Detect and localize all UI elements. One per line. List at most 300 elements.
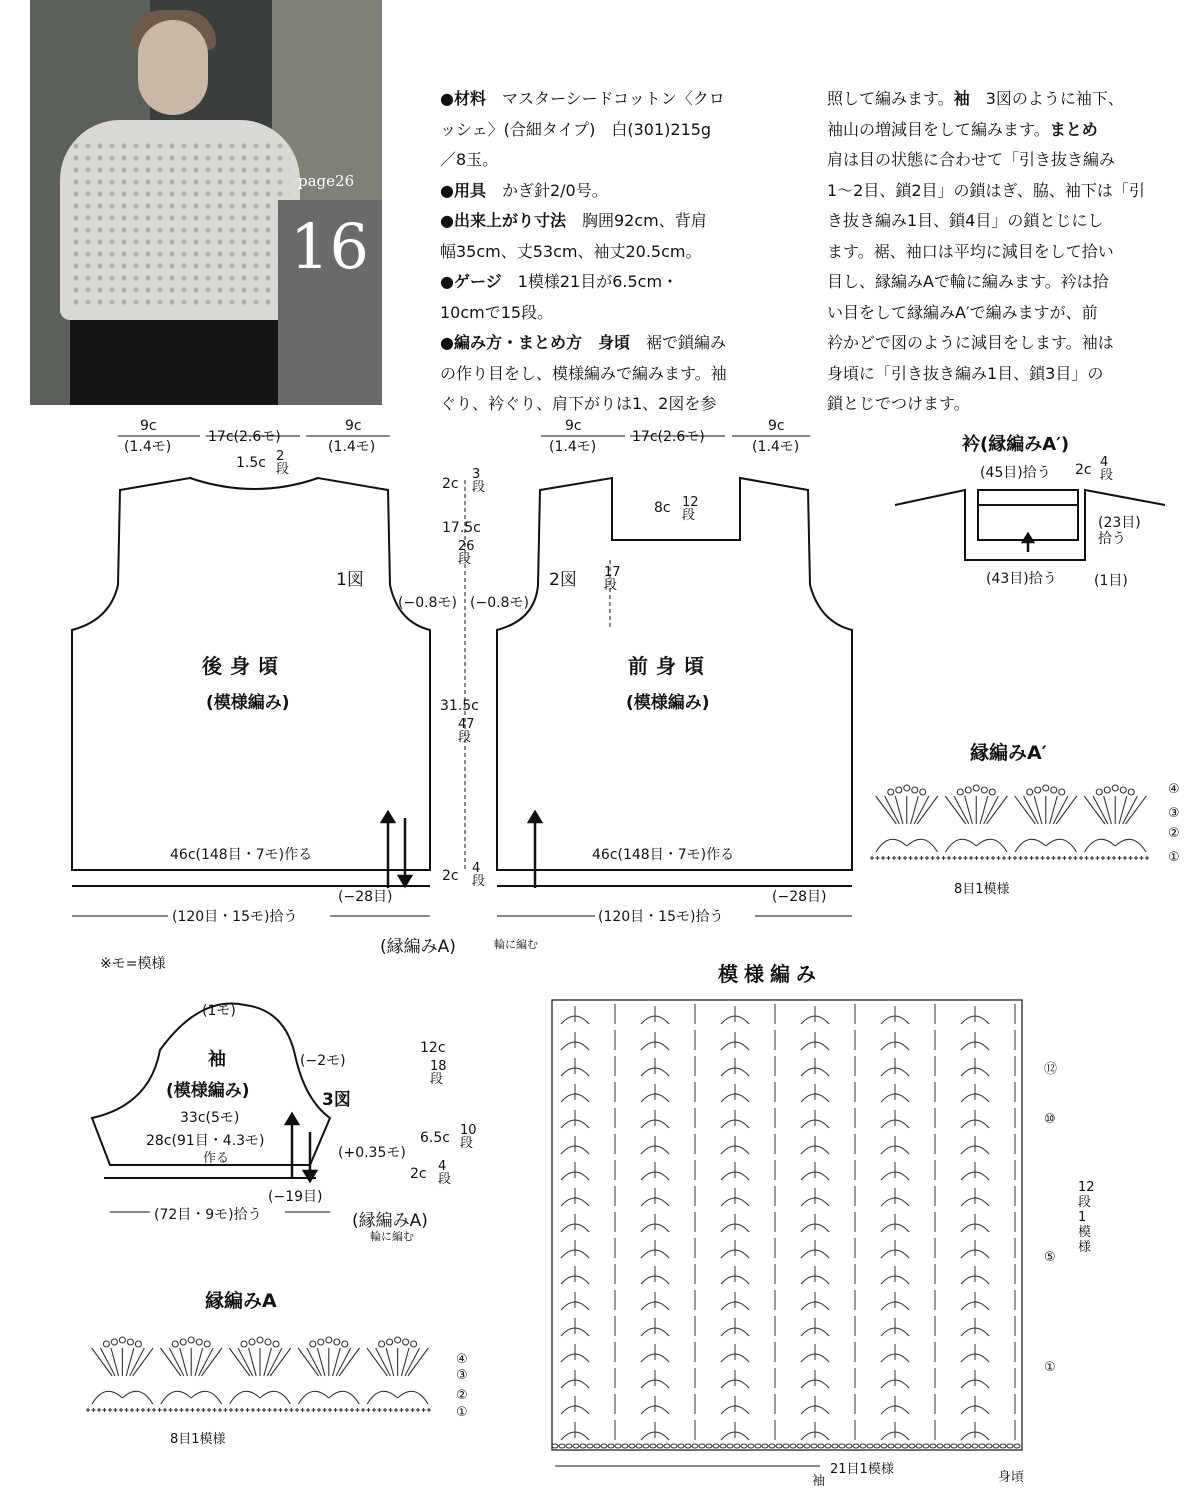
edging-a-prime-row-2: ② <box>1168 826 1180 841</box>
picot <box>904 785 910 791</box>
back-pickup: (120目・15モ)拾う <box>172 909 298 925</box>
chain-arc <box>122 1391 152 1404</box>
instruction-text: ます。裾、袖口は平均に減目をして拾い <box>827 241 1114 261</box>
chain-stitch <box>972 1444 978 1448</box>
edging-a-prime-row-3: ③ <box>1168 806 1180 821</box>
chain-stitch <box>1000 1444 1006 1448</box>
chain-arc <box>946 839 977 852</box>
chain-stitch <box>615 1444 621 1448</box>
chain-arc <box>161 1391 191 1404</box>
stitch-mark <box>1024 796 1039 824</box>
stitch-mark <box>333 1348 341 1376</box>
body-edging-label: (縁編みA) <box>380 937 456 957</box>
chain-stitch <box>860 1444 866 1448</box>
chain-arc <box>1085 839 1116 852</box>
chain-arc <box>976 839 1007 852</box>
stitch-mark <box>1119 796 1127 824</box>
instruction-text: き抜き編み1目、鎖4目」の鎖とじにし <box>827 211 1104 230</box>
picot <box>135 1341 141 1347</box>
stitch-mark <box>298 1348 318 1376</box>
stitch-mark <box>317 1348 325 1376</box>
front-top-right-motifs: (1.4モ) <box>752 439 800 455</box>
chain-stitch <box>993 1444 999 1448</box>
picot <box>920 789 926 795</box>
front-neck-rows: 12段 <box>682 495 699 523</box>
picot <box>1035 787 1041 793</box>
instruction-text: 3図のように袖下、 <box>969 89 1124 108</box>
stitch-chart-frame <box>552 1000 1022 1450</box>
stitch-mark <box>160 1348 180 1376</box>
stitch-row-1: ① <box>1044 1360 1056 1375</box>
shoulder-rows: 3段 <box>472 467 486 495</box>
instruction-text: ッシェ〉(合細タイプ) 白(301)215g <box>440 119 712 139</box>
front-hem-cast-on: 46c(148目・7モ)作る <box>592 847 735 863</box>
chain-arc <box>230 1391 260 1404</box>
back-hem-cast-on: 46c(148目・7モ)作る <box>170 847 313 863</box>
front-armhole-dec: (−0.8モ) <box>470 595 529 611</box>
picot <box>912 787 918 793</box>
stitch-mark <box>1034 796 1042 824</box>
picot <box>342 1341 348 1347</box>
stitch-mark <box>911 796 919 824</box>
picot <box>888 789 894 795</box>
stitch-chart-symbols <box>552 1004 1020 1448</box>
chain-stitch <box>825 1444 831 1448</box>
picot <box>119 1337 125 1343</box>
front-neck-depth: 8c <box>654 500 671 516</box>
instruction-text: の作り目をし、模様編みで編みます。袖 <box>440 363 727 383</box>
picot <box>1120 787 1126 793</box>
page-label: page26 <box>298 172 355 190</box>
edging-a-prime-row-1: ① <box>1168 850 1180 865</box>
stitch-mark <box>914 796 929 824</box>
picot <box>411 1341 417 1347</box>
picot <box>1051 787 1057 793</box>
picot <box>180 1339 186 1345</box>
picot <box>1104 787 1110 793</box>
stitch-mark <box>249 1348 257 1376</box>
stitch-mark <box>386 1348 394 1376</box>
sleeve-edging: (縁編みA) <box>352 1211 428 1231</box>
chain-arc <box>1046 839 1077 852</box>
chain-stitch <box>706 1444 712 1448</box>
instruction-text: 鎖とじでつけます。 <box>827 394 970 413</box>
stitch-mark <box>238 1348 253 1376</box>
chain-stitch <box>930 1444 936 1448</box>
stitch-mark <box>133 1348 153 1376</box>
stitch-chart-title: 模様編み <box>718 962 822 986</box>
chain-stitch <box>867 1444 873 1448</box>
stitch-mark <box>1093 796 1108 824</box>
chain-arc <box>907 839 938 852</box>
chain-stitch <box>741 1444 747 1448</box>
chain-stitch <box>965 1444 971 1448</box>
picot <box>326 1337 332 1343</box>
instruction-text: 幅35cm、丈53cm、袖丈20.5cm。 <box>440 241 702 261</box>
front-body-title: 前身頃 <box>628 654 712 678</box>
collar-height: 2c <box>1075 462 1092 478</box>
picot <box>241 1341 247 1347</box>
chain-stitch <box>699 1444 705 1448</box>
chain-stitch <box>587 1444 593 1448</box>
stitch-mark <box>111 1348 119 1376</box>
sleeve-cap-height: 12c <box>420 1040 446 1056</box>
instruction-text: 目し、縁編みAで輪に編みます。衿は拾 <box>827 272 1109 291</box>
chain-arc <box>260 1391 290 1404</box>
chain-arc <box>92 1391 122 1404</box>
picot <box>1096 789 1102 795</box>
chain-stitch <box>853 1444 859 1448</box>
pattern-number: 16 <box>290 210 369 283</box>
picot <box>896 787 902 793</box>
back-neck-rows: 2段 <box>276 449 290 477</box>
picot <box>957 789 963 795</box>
back-armhole-dec: (−0.8モ) <box>398 595 457 611</box>
stitch-mark <box>945 796 966 824</box>
chain-stitch <box>692 1444 698 1448</box>
chain-stitch <box>888 1444 894 1448</box>
stitch-mark <box>1084 796 1105 824</box>
instruction-text: 裾で鎖編み <box>629 333 726 352</box>
stitch-mark <box>408 1348 428 1376</box>
sleeve-cap-dec: (−2モ) <box>300 1053 346 1069</box>
picot <box>188 1337 194 1343</box>
edging-a-chart <box>86 1337 431 1412</box>
stitch-mark <box>199 1348 214 1376</box>
picot <box>395 1337 401 1343</box>
stitch-mark <box>876 796 897 824</box>
sleeve-edge-height: 2c <box>410 1166 427 1182</box>
picot <box>387 1339 393 1345</box>
chain-stitch <box>958 1444 964 1448</box>
figure-2-label: 2図 <box>549 570 577 590</box>
picot <box>989 789 995 795</box>
chain-arc <box>367 1391 397 1404</box>
stitch-mark <box>987 796 1008 824</box>
front-top-left-width: 9c <box>565 418 582 434</box>
picot <box>310 1341 316 1347</box>
chain-stitch <box>979 1444 985 1448</box>
chain-stitch <box>573 1444 579 1448</box>
picot <box>273 1341 279 1347</box>
picot <box>334 1339 340 1345</box>
stitch-mark <box>984 796 999 824</box>
stitch-mark <box>195 1348 203 1376</box>
stitch-row-10: ⑩ <box>1044 1112 1056 1127</box>
chain-stitch <box>713 1444 719 1448</box>
collar-corner: (1目) <box>1094 573 1128 589</box>
picot <box>973 785 979 791</box>
instruction-text: 10cmで15段。 <box>440 302 554 322</box>
edging-a-row-4: ④ <box>456 1352 468 1367</box>
stitch-mark <box>1126 796 1147 824</box>
chain-arc <box>191 1391 221 1404</box>
motif-legend: ※モ=模様 <box>100 956 166 972</box>
sleeve-side-rows: 10段 <box>460 1123 477 1151</box>
chain-stitch <box>769 1444 775 1448</box>
instruction-text: かぎ針2/0号。 <box>485 180 608 200</box>
front-neck-rows-lower: 17段 <box>604 565 621 593</box>
back-neck-depth: 1.5c <box>236 455 266 471</box>
instruction-heading: ●材料 <box>440 89 486 108</box>
front-pickup: (120目・15モ)拾う <box>598 909 724 925</box>
picot <box>103 1341 109 1347</box>
edging-a-row-1: ① <box>456 1405 468 1420</box>
stitch-mark <box>885 796 900 824</box>
chain-arc <box>398 1391 428 1404</box>
instruction-heading: ●ゲージ <box>440 272 502 291</box>
picot <box>1027 789 1033 795</box>
chain-stitch <box>559 1444 565 1448</box>
chain-stitch <box>762 1444 768 1448</box>
chain-stitch <box>895 1444 901 1448</box>
body-edging-note: 輪に編む <box>494 938 538 951</box>
chain-arc <box>329 1391 359 1404</box>
chain-stitch <box>811 1444 817 1448</box>
instruction-text: 衿かどで図のように減目をします。袖は <box>827 333 1114 352</box>
chain-arc <box>1115 839 1146 852</box>
chain-stitch <box>678 1444 684 1448</box>
armhole-depth: 17.5c <box>442 520 481 536</box>
stitch-mark <box>1056 796 1077 824</box>
chain-arc <box>876 839 907 852</box>
stitch-mark <box>130 1348 145 1376</box>
instruction-text: 1〜2目、鎖2目」の鎖はぎ、脇、袖下は「引 <box>827 180 1145 200</box>
sleeve-edge-rows: 4段 <box>438 1159 452 1187</box>
stitch-rows-repeat: 12段1模様 <box>1078 1180 1095 1255</box>
chain-stitch <box>671 1444 677 1448</box>
front-top-left-motifs: (1.4モ) <box>549 439 597 455</box>
chain-stitch <box>839 1444 845 1448</box>
stitch-sleeve-label: 袖 <box>812 1474 826 1489</box>
stitch-mark <box>954 796 969 824</box>
stitch-mark <box>917 796 938 824</box>
chain-stitch <box>720 1444 726 1448</box>
stitch-mark <box>267 1348 282 1376</box>
stitch-mark <box>201 1348 221 1376</box>
chain-stitch <box>643 1444 649 1448</box>
collar-top-pickup: (45目)拾う <box>980 465 1051 481</box>
sleeve-cuff-decrease: (−19目) <box>268 1189 323 1205</box>
instruction-text: 身頃に「引き抜き編み1目、鎖3目」の <box>827 363 1104 383</box>
chain-stitch <box>650 1444 656 1448</box>
sleeve-top-motif: (1モ) <box>202 1003 236 1019</box>
chain-stitch <box>601 1444 607 1448</box>
chain-stitch <box>727 1444 733 1448</box>
instruction-text: 肩は目の状態に合わせて「引き抜き編み <box>827 150 1116 169</box>
picot <box>965 787 971 793</box>
stitch-mark <box>401 1348 409 1376</box>
collar-title: 衿(縁編みA′) <box>962 434 1070 455</box>
edging-a-row-2: ② <box>456 1388 468 1403</box>
instruction-heading: まとめ <box>1049 119 1098 139</box>
back-top-right-motifs: (1.4モ) <box>328 439 376 455</box>
edging-a-repeat: 8目1模様 <box>170 1432 226 1447</box>
front-hem-decrease: (−28目) <box>772 889 827 905</box>
stitch-mark <box>376 1348 391 1376</box>
sleeve-title: 袖 <box>208 1049 226 1070</box>
chain-stitch <box>748 1444 754 1448</box>
instruction-text: ぐり、衿ぐり、肩下がりは1、2図を参 <box>440 394 717 413</box>
back-hem-decrease: (−28目) <box>338 889 393 905</box>
chain-stitch <box>1014 1444 1020 1448</box>
back-top-left-motifs: (1.4モ) <box>124 439 172 455</box>
chain-stitch <box>832 1444 838 1448</box>
chain-stitch <box>937 1444 943 1448</box>
instruction-text: ／8玉。 <box>440 150 499 169</box>
sleeve-edging-note: 輪に編む <box>370 1230 414 1243</box>
picot <box>249 1339 255 1345</box>
stitch-mark <box>126 1348 134 1376</box>
front-top-mid: 17c(2.6モ) <box>632 429 705 445</box>
body-rows: 47段 <box>458 717 475 745</box>
chain-stitch <box>797 1444 803 1448</box>
chain-stitch <box>783 1444 789 1448</box>
chain-arc <box>298 1391 328 1404</box>
stitch-mark <box>229 1348 249 1376</box>
chain-arc <box>1015 839 1046 852</box>
chain-stitch <box>664 1444 670 1448</box>
stitch-mark <box>965 796 973 824</box>
sleeve-width: 33c(5モ) <box>180 1110 240 1126</box>
chain-stitch <box>951 1444 957 1448</box>
chain-stitch <box>755 1444 761 1448</box>
stitch-mark <box>180 1348 188 1376</box>
chain-stitch <box>944 1444 950 1448</box>
sleeve-cap-rows: 18段 <box>430 1059 447 1087</box>
stitch-mark <box>264 1348 272 1376</box>
back-top-left-width: 9c <box>140 418 157 434</box>
sleeve-increase: (+0.35モ) <box>338 1145 406 1161</box>
picot <box>111 1339 117 1345</box>
sleeve-cuff-cast-on: 作る <box>203 1151 230 1166</box>
chain-stitch <box>818 1444 824 1448</box>
stitch-mark <box>1015 796 1036 824</box>
chain-stitch <box>566 1444 572 1448</box>
picot <box>196 1339 202 1345</box>
chain-stitch <box>881 1444 887 1448</box>
chain-stitch <box>909 1444 915 1448</box>
edging-a-prime-chart <box>870 785 1149 860</box>
picot <box>1059 789 1065 795</box>
stitch-mark <box>405 1348 420 1376</box>
collar-bottom-pickup: (43目)拾う <box>986 571 1057 587</box>
sleeve-pickup: (72目・9モ)拾う <box>154 1207 262 1223</box>
instruction-heading: 袖 <box>953 89 970 108</box>
back-body-pattern: (模様編み) <box>206 693 290 713</box>
picot <box>403 1339 409 1345</box>
instruction-heading: ●用具 <box>440 180 486 200</box>
stitch-mark <box>169 1348 184 1376</box>
picot <box>204 1341 210 1347</box>
stitch-mark <box>339 1348 359 1376</box>
instruction-text: 袖山の増減目をして編みます。 <box>827 119 1050 139</box>
picot <box>1043 785 1049 791</box>
back-body-title: 後身頃 <box>202 654 286 678</box>
front-top-right-width: 9c <box>768 418 785 434</box>
stitch-mark <box>100 1348 115 1376</box>
edging-a-prime-repeat: 8目1模様 <box>954 882 1010 897</box>
collar-side-stitches: (23目) <box>1098 515 1141 531</box>
stitch-body-label: 身頃 <box>998 1470 1025 1485</box>
collar-height-rows: 4段 <box>1100 455 1114 483</box>
picot <box>1128 789 1134 795</box>
chain-stitch <box>986 1444 992 1448</box>
back-top-mid: 17c(2.6モ) <box>208 429 281 445</box>
instruction-text: 1模様21目が6.5cm・ <box>501 272 679 291</box>
stitch-mark <box>92 1348 112 1376</box>
stitch-mark <box>307 1348 322 1376</box>
picot <box>265 1339 271 1345</box>
chain-stitch <box>622 1444 628 1448</box>
edge-rows: 4段 <box>472 861 486 889</box>
instruction-text: マスターシードコットン〈クロ <box>485 89 725 108</box>
edging-a-prime-title: 縁編みA′ <box>970 742 1047 764</box>
stitch-repeat: 21目1模様 <box>830 1462 894 1477</box>
stitch-mark <box>1053 796 1068 824</box>
stitch-mark <box>980 796 988 824</box>
back-top-right-width: 9c <box>345 418 362 434</box>
sleeve-pattern: (模様編み) <box>166 1081 250 1101</box>
chain-stitch <box>846 1444 852 1448</box>
stitch-mark <box>895 796 903 824</box>
chain-stitch <box>902 1444 908 1448</box>
picot <box>318 1339 324 1345</box>
edging-a-row-3: ③ <box>456 1368 468 1383</box>
picot <box>257 1337 263 1343</box>
instruction-text: い目をして縁編みA′で編みますが、前 <box>827 302 1098 322</box>
edging-a-prime-row-4: ④ <box>1168 782 1180 797</box>
front-body-pattern: (模様編み) <box>626 693 710 713</box>
figure-3-label: 3図 <box>322 1090 351 1110</box>
picot <box>1112 785 1118 791</box>
stitch-row-5: ⑤ <box>1044 1250 1056 1265</box>
stitch-mark <box>1123 796 1138 824</box>
chain-stitch <box>629 1444 635 1448</box>
instruction-text: 胸囲92cm、背肩 <box>565 211 707 230</box>
picot <box>379 1341 385 1347</box>
stitch-mark <box>336 1348 351 1376</box>
picot <box>981 787 987 793</box>
chain-stitch <box>1007 1444 1013 1448</box>
chain-stitch <box>636 1444 642 1448</box>
armhole-rows: 26段 <box>458 539 475 567</box>
picot <box>127 1339 133 1345</box>
instruction-heading: ●出来上がり寸法 <box>440 211 566 230</box>
stitch-mark <box>367 1348 387 1376</box>
chain-stitch <box>685 1444 691 1448</box>
body-length: 31.5c <box>440 698 479 714</box>
chain-stitch <box>776 1444 782 1448</box>
chain-stitch <box>923 1444 929 1448</box>
collar-side-pickup: 拾う <box>1098 531 1126 547</box>
chain-stitch <box>608 1444 614 1448</box>
shoulder-drop: 2c <box>442 476 459 492</box>
chain-stitch <box>790 1444 796 1448</box>
stitch-mark <box>270 1348 290 1376</box>
chain-stitch <box>804 1444 810 1448</box>
instruction-text: 照して編みます。 <box>827 89 954 108</box>
instruction-heading: ●編み方・まとめ方 身頃 <box>440 333 630 352</box>
figure-1-label: 1図 <box>336 570 364 590</box>
chain-stitch <box>916 1444 922 1448</box>
chain-stitch <box>734 1444 740 1448</box>
chain-stitch <box>594 1444 600 1448</box>
edge-depth: 2c <box>442 868 459 884</box>
chain-stitch <box>874 1444 880 1448</box>
stitch-row-12: ⑫ <box>1044 1062 1058 1077</box>
sleeve-cuff: 28c(91目・4.3モ) <box>146 1133 265 1149</box>
